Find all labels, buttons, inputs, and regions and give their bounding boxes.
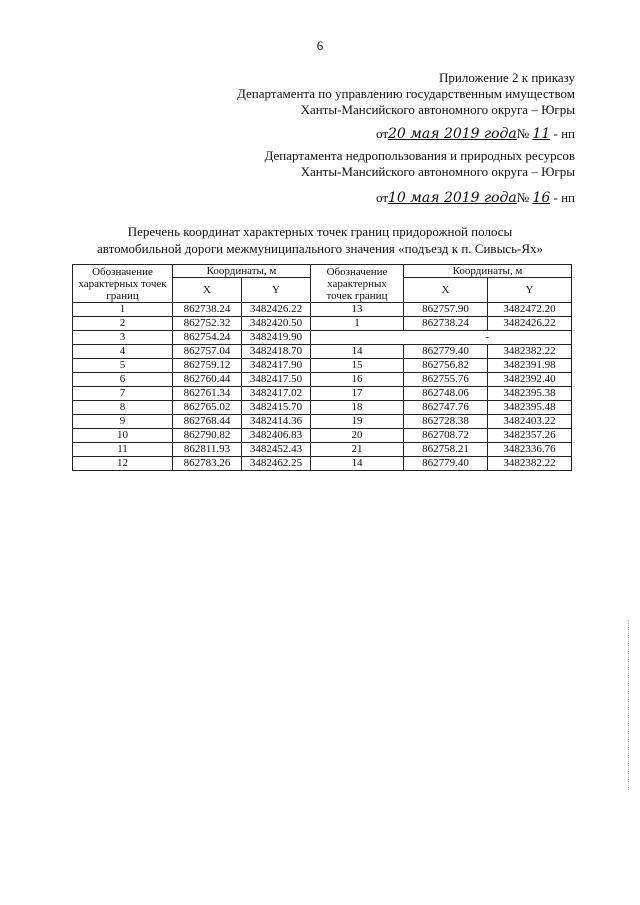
cell-y-right: 3482472.20: [488, 303, 572, 317]
cell-y-right: 3482382.22: [488, 457, 572, 471]
cell-y-right: 3482426.22: [488, 317, 572, 331]
cell-x-left: 862811.93: [173, 443, 242, 457]
region-line-1: Ханты-Мансийского автономного округа – Югры: [300, 102, 575, 117]
header-x-left: X: [173, 278, 242, 303]
margin-scan-marks: [628, 620, 630, 790]
table-row: [73, 457, 572, 471]
department-subsoil-line: Департамента недропользования и природных ресурсов: [264, 148, 575, 163]
appendix-line: Приложение 2 к приказу: [438, 70, 575, 85]
cell-x-right: 862758.21: [404, 443, 488, 457]
cell-y-right: 3482336.76: [488, 443, 572, 457]
cell-point-left: 3: [73, 331, 173, 345]
cell-point-right: 14: [311, 457, 404, 471]
cell-y-right: 3482403.22: [488, 415, 572, 429]
cell-y-left: 3482406.83: [242, 429, 311, 443]
cell-point-right: 13: [311, 303, 404, 317]
order-2-prefix: от: [376, 190, 389, 205]
cell-x-right: 862755.76: [404, 373, 488, 387]
table-row: [73, 443, 572, 457]
cell-x-right: 862748.06: [404, 387, 488, 401]
order-line-2: [376, 190, 575, 206]
cell-x-right: 862747.76: [404, 401, 488, 415]
cell-y-left: 3482420.50: [242, 317, 311, 331]
cell-y-right: 3482382.22: [488, 345, 572, 359]
order-1-no-label: №: [516, 126, 530, 141]
cell-x-left: 862761.34: [173, 387, 242, 401]
cell-point-right: 21: [311, 443, 404, 457]
cell-x-left: 862754.24: [173, 331, 242, 345]
cell-y-left: 3482419.90: [242, 331, 311, 345]
cell-y-right: 3482395.38: [488, 387, 572, 401]
header-coords-right: Координаты, м: [404, 265, 572, 278]
table-row: [73, 345, 572, 359]
cell-x-left: 862759.12: [173, 359, 242, 373]
order-1-prefix: от: [376, 126, 389, 141]
cell-point-left: 10: [73, 429, 173, 443]
cell-y-right: 3482395.48: [488, 401, 572, 415]
cell-point-right: 14: [311, 345, 404, 359]
region-line-2: Ханты-Мансийского автономного округа – Югры: [300, 164, 575, 179]
header-y-left: Y: [242, 278, 311, 303]
cell-x-right: 862708.72: [404, 429, 488, 443]
cell-point-right: [311, 331, 404, 345]
table-row: [73, 359, 572, 373]
cell-point-right: 1: [311, 317, 404, 331]
document-title-line-1: Перечень координат характерных точек границ придорожной полосы: [127, 224, 513, 239]
order-2-number: 16: [532, 190, 551, 206]
cell-point-right: 16: [311, 373, 404, 387]
cell-point-left: 1: [73, 303, 173, 317]
table-row: [73, 429, 572, 443]
cell-y-left: 3482462.25: [242, 457, 311, 471]
cell-point-left: 5: [73, 359, 173, 373]
order-2-no-label: №: [516, 190, 530, 205]
cell-x-right: 862779.40: [404, 457, 488, 471]
cell-x-left: 862768.44: [173, 415, 242, 429]
cell-point-left: 8: [73, 401, 173, 415]
cell-point-right: 19: [311, 415, 404, 429]
header-point-left: Обозначение характерных точек границ: [73, 265, 173, 303]
cell-point-right: 20: [311, 429, 404, 443]
cell-y-left: 3482452.43: [242, 443, 311, 457]
cell-y-left: 3482417.90: [242, 359, 311, 373]
cell-point-left: 4: [73, 345, 173, 359]
coordinates-table: [72, 264, 572, 471]
cell-x-left: 862790.82: [173, 429, 242, 443]
department-property-line: Департамента по управлению государственным имуществом: [237, 86, 575, 101]
table-row: [73, 317, 572, 331]
header-point-right: Обозначение характерных точек границ: [311, 265, 404, 303]
cell-point-left: 12: [73, 457, 173, 471]
order-line-1: [376, 126, 575, 142]
table-row: [73, 373, 572, 387]
cell-y-left: 3482417.50: [242, 373, 311, 387]
page-number: 6: [316, 38, 324, 53]
cell-y-left: 3482417.02: [242, 387, 311, 401]
cell-point-right: 17: [311, 387, 404, 401]
cell-y-right: 3482391.98: [488, 359, 572, 373]
header-y-right: Y: [488, 278, 572, 303]
cell-x-right: -: [404, 331, 572, 345]
cell-y-left: 3482418.70: [242, 345, 311, 359]
cell-x-left: 862765.02: [173, 401, 242, 415]
table-row: [73, 331, 572, 345]
table-row: [73, 387, 572, 401]
order-1-suffix: - нп: [553, 126, 575, 141]
cell-point-left: 7: [73, 387, 173, 401]
cell-point-left: 2: [73, 317, 173, 331]
cell-point-right: 15: [311, 359, 404, 373]
cell-x-right: 862738.24: [404, 317, 488, 331]
table-row: [73, 415, 572, 429]
cell-x-right: 862756.82: [404, 359, 488, 373]
order-2-date: 10 мая 2019 года: [388, 190, 517, 206]
cell-x-right: 862728.38: [404, 415, 488, 429]
cell-point-right: 18: [311, 401, 404, 415]
cell-x-left: 862760.44: [173, 373, 242, 387]
header-coords-left: Координаты, м: [173, 265, 311, 278]
cell-point-left: 11: [73, 443, 173, 457]
cell-x-right: 862757.90: [404, 303, 488, 317]
cell-point-left: 6: [73, 373, 173, 387]
document-title-line-2: автомобильной дороги межмуниципального значения «подъезд к п. Сивысь-Ях»: [96, 241, 543, 256]
cell-y-right: 3482392.40: [488, 373, 572, 387]
cell-point-left: 9: [73, 415, 173, 429]
header-x-right: X: [404, 278, 488, 303]
cell-y-left: 3482415.70: [242, 401, 311, 415]
table-row: [73, 303, 572, 317]
cell-x-left: 862783.26: [173, 457, 242, 471]
cell-x-left: 862738.24: [173, 303, 242, 317]
cell-x-right: 862779.40: [404, 345, 488, 359]
order-1-date: 20 мая 2019 года: [388, 126, 517, 142]
cell-y-right: 3482357.26: [488, 429, 572, 443]
table-row: [73, 401, 572, 415]
cell-x-left: 862752.32: [173, 317, 242, 331]
order-1-number: 11: [532, 126, 551, 142]
cell-y-left: 3482426.22: [242, 303, 311, 317]
cell-y-left: 3482414.36: [242, 415, 311, 429]
order-2-suffix: - нп: [553, 190, 575, 205]
cell-x-left: 862757.04: [173, 345, 242, 359]
